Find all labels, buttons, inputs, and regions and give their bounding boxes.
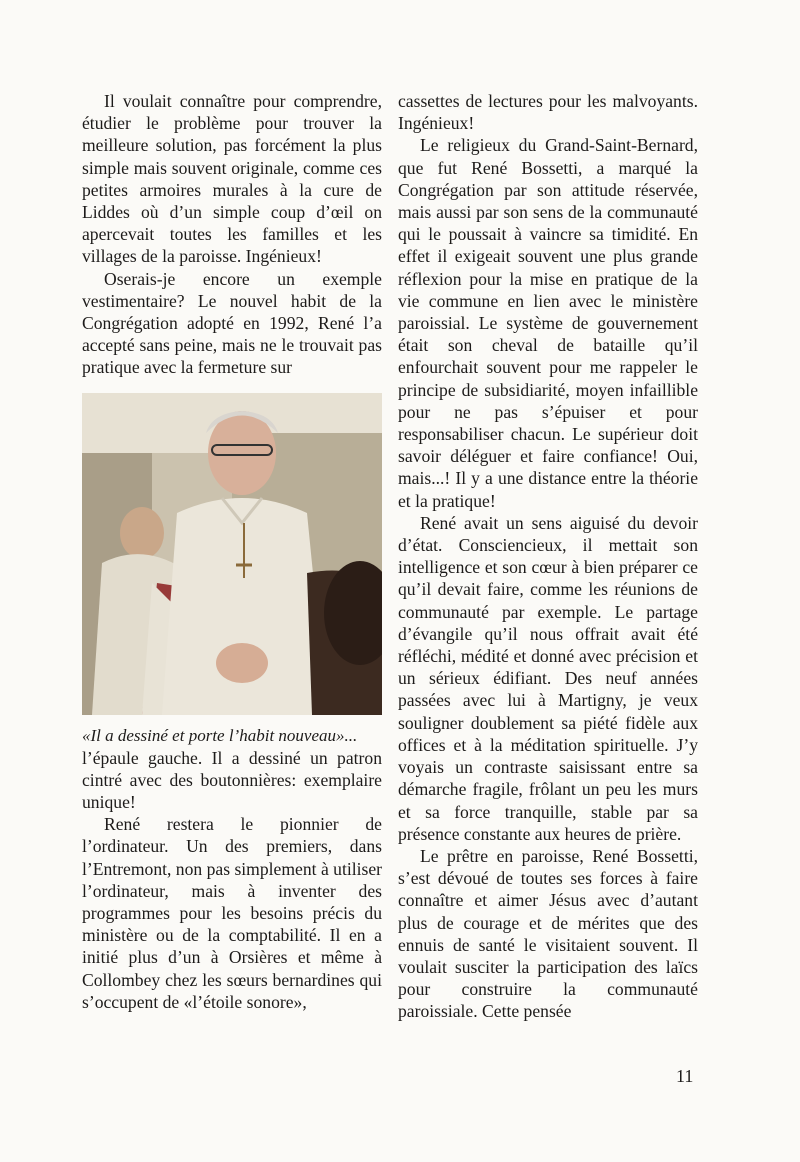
photo-priest-in-new-habit (82, 393, 382, 715)
paragraph: Il voulait connaître pour comprendre, étudier le problème pour trouver la meilleure solution, pas forcément la plus simple mais souvent originale, comme ces petites armoires murales à la cure de Liddes où d’un simple coup d’œil on apercevait toutes les familles et les villages de la paroisse. Ingénieux! (82, 91, 382, 267)
paragraph: Oserais-je encore un exemple vestimentaire? Le nouvel habit de la Congrégation adopté en 1992, René l’a accepté sans peine, mais ne le trouvait pas pratique avec la fermeture sur (82, 268, 382, 378)
paragraph: René restera le pionnier de l’ordinateur. Un des premiers, dans l’Entremont, non pas simplement à utiliser l’ordinateur, mais à inventer des programmes pour les besoins précis du ministère ou de la comptabilité. Il en a initié plus d’un à Orsières et même à Collombey chez les sœurs bernardines qui s’occupent de «l’étoile sonore», (82, 814, 383, 1012)
photo-caption: «Il a dessiné et porte l’habit nouveau»... (82, 725, 358, 745)
page-number: 11 (676, 1066, 694, 1086)
paragraph: Le religieux du Grand-Saint-Bernard, que fut René Bossetti, a marqué la Congrégation par son attitude réservée, mais aussi par son sens de la communauté qui le poussait à vaincre sa timidité. En effet il exigeait souvent une plus grande réflexion pour la mise en pratique de la vie commune en lien avec le ministère paroissial. Le système de gouvernement était son cheval de bataille qu’il enfourchait souvent pour me rappeler le principe de subsidiarité, moyen infaillible pour ne pas s’épuiser et pour responsabiliser chacun. Le supérieur doit savoir déléguer et faire confiance! Oui, mais...! Il y a une distance entre la théorie et la pratique! (398, 135, 698, 511)
paragraph: l’épaule gauche. Il a dessiné un patron cintré avec des boutonnières: exemplaire unique! (82, 747, 382, 813)
left-column (82, 90, 382, 1013)
right-column (398, 90, 698, 1023)
paragraph: Le prêtre en paroisse, René Bossetti, s’est dévoué de toutes ses forces à faire connaître et aimer Jésus avec d’autant plus de courage et de mérites que des ennuis de santé le visitaient souvent. Il voulait susciter la participation des laïcs pour construire la communauté paroissiale. Cette pensée (398, 845, 698, 1022)
paragraph: René avait un sens aiguisé du devoir d’état. Consciencieux, il mettait son intelligence et son cœur à bien préparer ce qu’il devait faire, comme les réunions de communauté par exemple. Le partage d’évangile qu’il nous offrait avait été réfléchi, médité et donné avec précision et un sérieux édifiant. Des neuf années passées avec lui à Martigny, je veux souligner doublement sa piété fidèle aux offices et à la méditation spirituelle. J’y voyais un contraste saisissant entre sa démarche fragile, frôlant un peu les murs et sa force tranquille, stable par sa présence constante aux heures de prière. (398, 512, 698, 844)
photo-illustration (82, 393, 382, 715)
paragraph: cassettes de lectures pour les malvoyants. Ingénieux! (398, 91, 698, 134)
